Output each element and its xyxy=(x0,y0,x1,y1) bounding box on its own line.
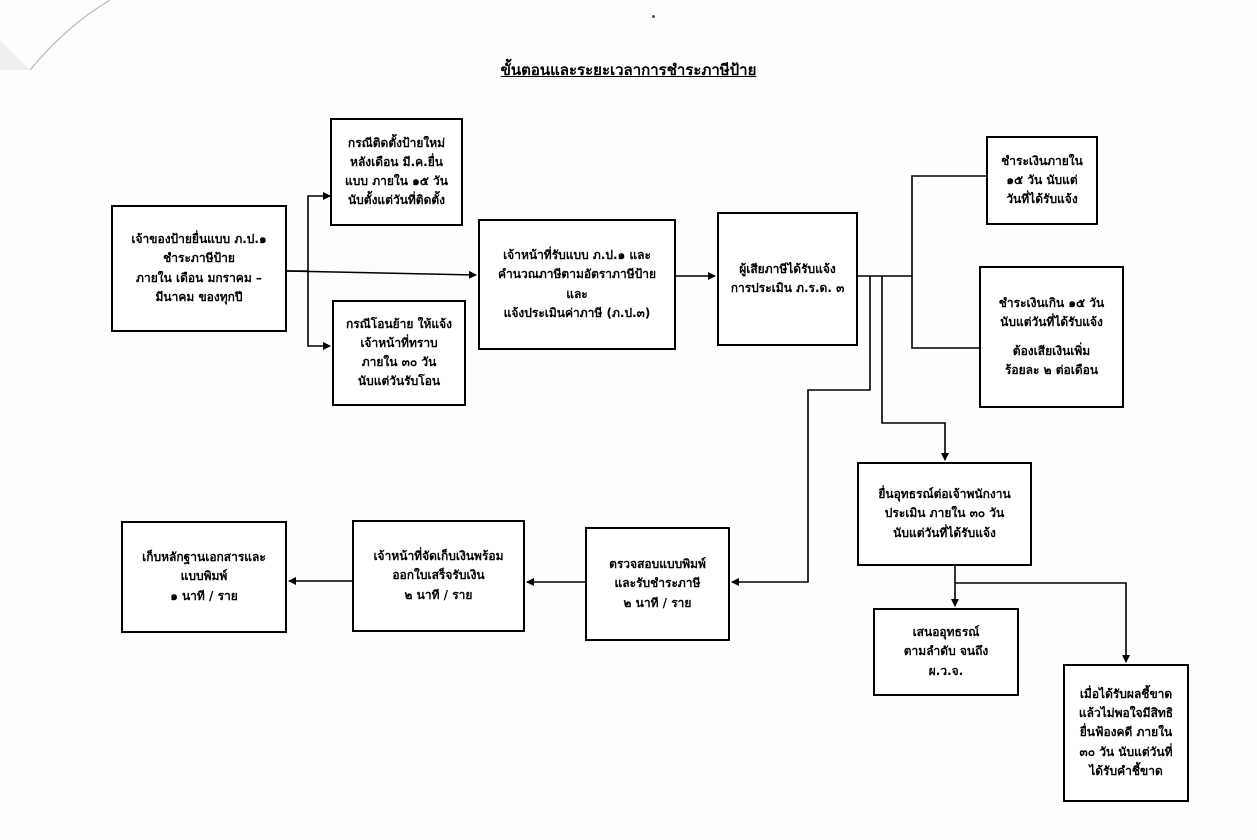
box-text: กรณีโอนย้าย ให้แจ้ง xyxy=(345,316,453,331)
box-text: ตามลำดับ จนถึง xyxy=(903,644,989,659)
box-text: แจ้งประเมินค่าภาษี (ภ.ป.๓) xyxy=(503,305,651,320)
box-text: ต้องเสียเงินเพิ่ม xyxy=(1012,344,1091,358)
box-text: กรณีติดตั้งป้ายใหม่ xyxy=(347,135,446,150)
box-text: ประเมิน ภายใน ๓๐ วัน xyxy=(884,506,1005,521)
box-text: เจ้าหน้าที่จัดเก็บเงินพร้อม xyxy=(373,549,504,564)
box-text: และรับชำระภาษี xyxy=(614,576,701,591)
arrow-owner-to-new-sign xyxy=(287,196,330,271)
box-text: เมื่อได้รับผลชี้ขาด xyxy=(1079,687,1173,702)
box-taxpayer-notified xyxy=(717,212,858,346)
box-text: เสนออุทธรณ์ xyxy=(912,625,980,640)
box-text: แบบ ภายใน ๑๕ วัน xyxy=(345,174,448,188)
box-text: ได้รับคำชี้ขาด xyxy=(1089,763,1163,778)
box-officer-assess xyxy=(478,219,676,350)
box-text: วันที่ได้รับแจ้ง xyxy=(1006,192,1078,207)
box-text: ออกใบเสร็จรับเงิน xyxy=(392,568,485,583)
box-pay-within-15 xyxy=(986,136,1098,225)
box-text: แบบพิมพ์ xyxy=(180,569,228,584)
line-taxpayer-to-pay-late xyxy=(912,276,980,348)
box-text: มีนาคม ของทุกปี xyxy=(155,289,243,304)
box-text: และ xyxy=(566,286,588,301)
box-text: นับแต่วันที่ได้รับแจ้ง xyxy=(893,525,996,540)
page-title: ขั้นตอนและระยะเวลาการชำระภาษีป้าย xyxy=(500,61,757,79)
box-text: ชำระเงินเกิน ๑๕ วัน xyxy=(998,295,1105,310)
box-text: ๓๐ วัน นับแต่วันที่ xyxy=(1079,744,1173,759)
box-check-forms xyxy=(585,527,730,641)
box-archive xyxy=(121,521,287,633)
box-text: เจ้าของป้ายยื่นแบบ ภ.ป.๑ xyxy=(131,232,267,247)
box-text: ๒ นาที / ราย xyxy=(404,587,473,602)
box-text: ภายใน ๓๐ วัน xyxy=(361,355,437,369)
box-transfer xyxy=(332,300,466,406)
box-new-sign xyxy=(330,118,463,226)
box-text: นับตั้งแต่วันที่ติดตั้ง xyxy=(347,193,446,208)
arrow-owner-to-officer xyxy=(287,271,476,275)
box-text: เก็บหลักฐานเอกสารและ xyxy=(142,550,266,565)
box-appeal xyxy=(857,462,1032,566)
box-text: การประเมิน ภ.ร.ด. ๓ xyxy=(730,281,845,295)
box-text: หลังเดือน มี.ค.ยื่น xyxy=(350,154,443,169)
box-text: คำนวณภาษีตามอัตราภาษีป้าย xyxy=(498,267,656,282)
arrow-owner-to-transfer xyxy=(308,271,330,346)
box-text: ชำระเงินภายใน xyxy=(1001,153,1083,168)
arrow-taxpayer-to-appeal xyxy=(882,276,945,460)
box-pay-late xyxy=(979,266,1124,408)
box-text: ๒ นาที / ราย xyxy=(623,595,692,610)
box-text: ร้อยละ ๒ ต่อเดือน xyxy=(1004,363,1099,378)
box-lawsuit xyxy=(1063,664,1189,802)
line-taxpayer-to-pay-within xyxy=(858,176,986,276)
box-owner-submit xyxy=(111,205,287,332)
box-text: นับแต่วันรับโอน xyxy=(357,374,441,389)
box-forward-appeal xyxy=(873,608,1019,696)
box-text: ผู้เสียภาษีได้รับแจ้ง xyxy=(739,261,836,276)
box-receipt xyxy=(352,520,525,632)
box-text: นับแต่วันที่ได้รับแจ้ง xyxy=(1000,314,1103,329)
box-text: ภายใน เดือน มกราคม – xyxy=(136,270,262,285)
box-text: ๑๕ วัน นับแต่ xyxy=(1006,172,1078,187)
box-text: ยื่นอุทธรณ์ต่อเจ้าพนักงาน xyxy=(878,487,1011,502)
box-text: ผ.ว.จ. xyxy=(928,663,964,678)
box-text: เจ้าหน้าที่รับแบบ ภ.ป.๑ และ xyxy=(503,248,651,263)
box-text: เจ้าหน้าที่ทราบ xyxy=(360,335,438,350)
box-text: ตรวจสอบแบบพิมพ์ xyxy=(609,557,706,572)
box-text: ยื่นฟ้องคดี ภายใน xyxy=(1079,725,1173,740)
box-text: แล้วไม่พอใจมีสิทธิ xyxy=(1078,706,1174,721)
box-text: ชำระภาษีป้าย xyxy=(163,251,235,266)
box-text: ๑ นาที / ราย xyxy=(170,588,238,603)
